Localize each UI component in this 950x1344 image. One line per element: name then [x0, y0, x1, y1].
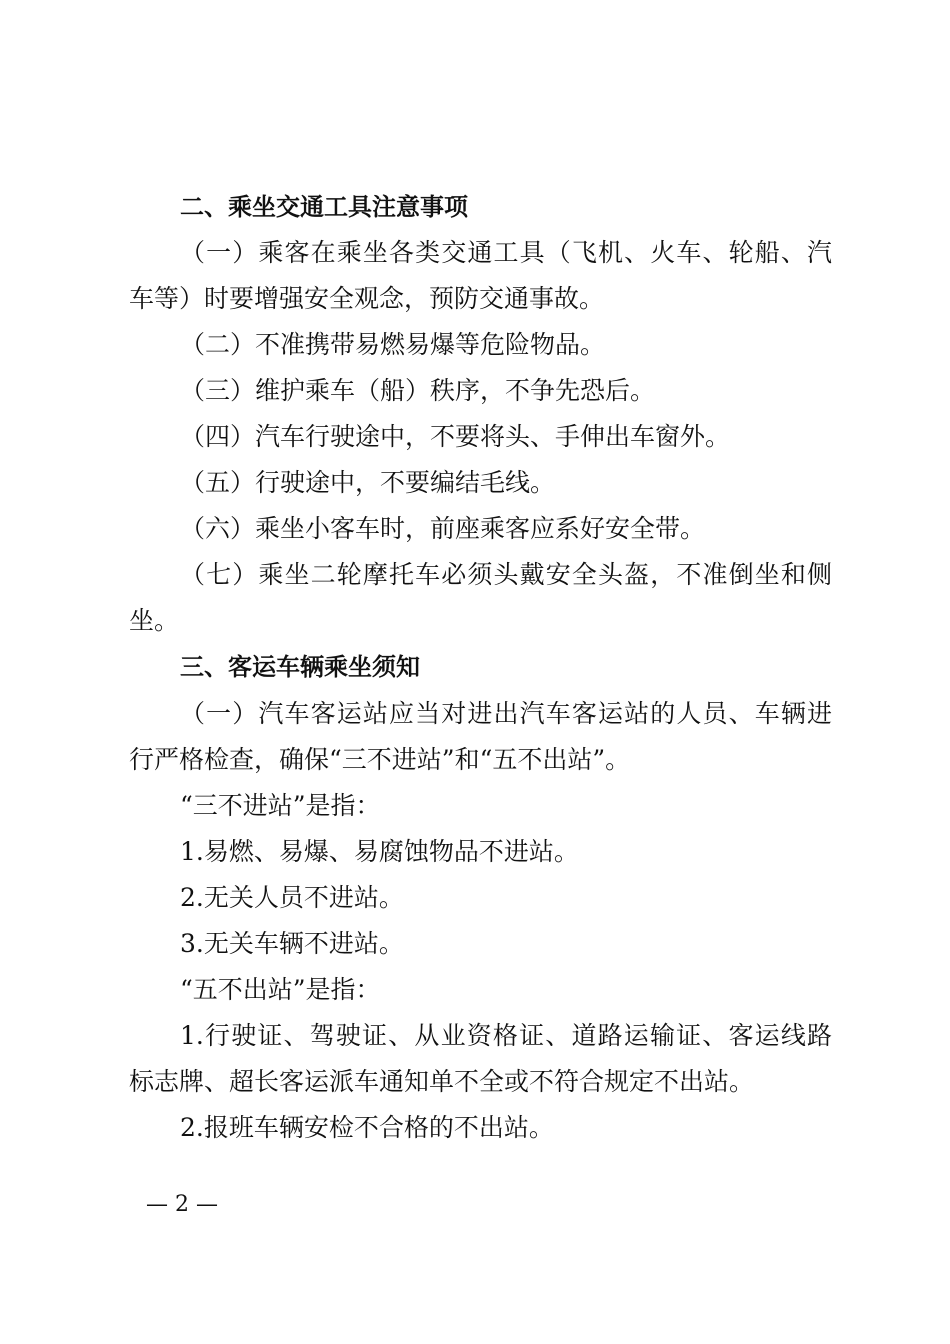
section-2-item-6: （六）乘坐小客车时，前座乘客应系好安全带。 [180, 514, 706, 543]
section-2-item-1-line-1: （一）乘客在乘坐各类交通工具（飞机、火车、轮船、汽 [180, 238, 832, 267]
three-no-entry-item-3: 3.无关车辆不进站。 [180, 929, 404, 958]
section-2-item-4: （四）汽车行驶途中，不要将头、手伸出车窗外。 [180, 422, 731, 451]
section-2-item-3: （三）维护乘车（船）秩序，不争先恐后。 [180, 376, 656, 405]
section-3-item-1-line-1: （一）汽车客运站应当对进出汽车客运站的人员、车辆进 [180, 699, 832, 728]
five-no-exit-item-1-line-2: 标志牌、超长客运派车通知单不全或不符合规定不出站。 [129, 1067, 755, 1096]
section-2-item-5: （五）行驶途中，不要编结毛线。 [180, 468, 556, 497]
section-2-item-7-line-2: 坐。 [129, 606, 180, 635]
three-no-entry-item-2: 2.无关人员不进站。 [180, 883, 404, 912]
section-2-item-2: （二）不准携带易燃易爆等危险物品。 [180, 330, 606, 359]
section-3-item-1-line-2: 行严格检查，确保“三不进站”和“五不出站”。 [129, 745, 631, 774]
five-no-exit-item-1-line-1: 1.行驶证、驾驶证、从业资格证、道路运输证、客运线路 [180, 1021, 832, 1050]
section-2-heading: 二、乘坐交通工具注意事项 [180, 193, 468, 221]
section-2-item-1-line-2: 车等）时要增强安全观念，预防交通事故。 [129, 284, 605, 313]
three-no-entry-item-1: 1.易燃、易爆、易腐蚀物品不进站。 [180, 837, 579, 866]
section-3-heading: 三、客运车辆乘坐须知 [180, 653, 420, 681]
page-number: — 2 — [146, 1192, 218, 1217]
five-no-exit-label: “五不出站”是指： [180, 975, 381, 1004]
section-2-item-7-line-1: （七）乘坐二轮摩托车必须头戴安全头盔，不准倒坐和侧 [180, 560, 832, 589]
three-no-entry-label: “三不进站”是指： [180, 791, 381, 820]
five-no-exit-item-2: 2.报班车辆安检不合格的不出站。 [180, 1113, 554, 1142]
